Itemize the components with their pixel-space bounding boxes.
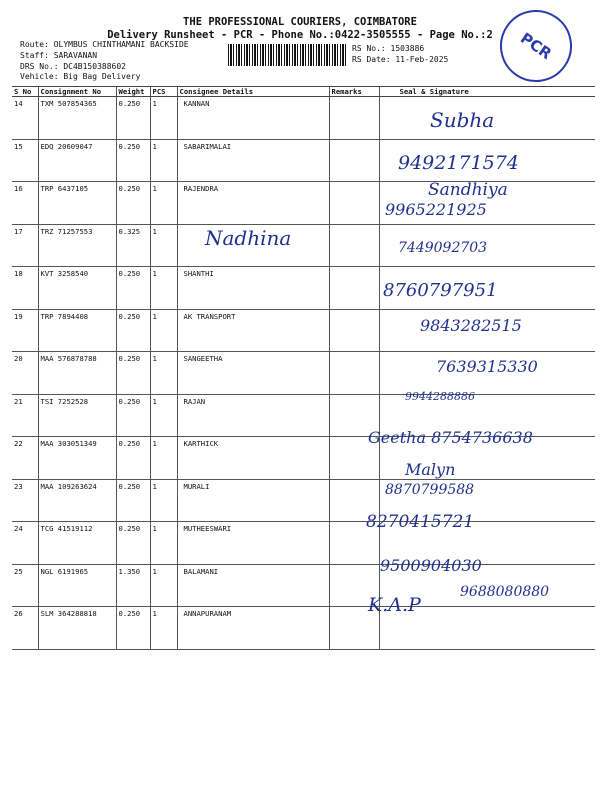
cell-sno: 25: [12, 564, 38, 607]
cell-remarks: [329, 309, 379, 352]
company-title: THE PROFESSIONAL COURIERS, COIMBATORE: [183, 16, 417, 28]
signature-23a: Malyn: [405, 460, 456, 479]
cell-pcs: 1: [150, 224, 177, 267]
table-row: [12, 607, 595, 650]
cell-pcs: 1: [150, 267, 177, 310]
cell-consignee: ANNAPURANAM: [177, 607, 329, 650]
cell-pcs: 1: [150, 437, 177, 480]
cell-pcs: 1: [150, 479, 177, 522]
cell-consignee: SANGEETHA: [177, 352, 329, 395]
cell-weight: 0.250: [116, 267, 150, 310]
col-consignee: Consignee Details: [177, 87, 329, 97]
table-row: [12, 97, 595, 140]
cell-remarks: [329, 352, 379, 395]
cell-consignee: SABARIMALAI: [177, 139, 329, 182]
barcode-image: [228, 44, 346, 66]
signature-24: 8270415721: [366, 512, 475, 532]
cell-sno: 18: [12, 267, 38, 310]
signature-23b: 8870799588: [385, 482, 475, 498]
table-header-row: [12, 87, 595, 97]
signature-21: 9944288886: [405, 390, 475, 403]
drs-label: DRS No.: DC4B150388602: [20, 62, 126, 71]
cell-consignment: KVT 3258540: [38, 267, 116, 310]
cell-sno: 14: [12, 97, 38, 140]
cell-consignee: RAJENDRA: [177, 182, 329, 225]
cell-sno: 26: [12, 607, 38, 650]
signature-16b: 9965221925: [385, 200, 487, 219]
cell-weight: 0.325: [116, 224, 150, 267]
runsheet-title: Delivery Runsheet - PCR - Phone No.:0422-3505555 - Page No.:2: [107, 29, 493, 41]
cell-weight: 1.350: [116, 564, 150, 607]
signature-18: 8760797951: [383, 280, 498, 301]
col-consignment: Consignment No: [38, 87, 116, 97]
stamp-text: PCR: [517, 29, 555, 63]
cell-pcs: 1: [150, 522, 177, 565]
cell-consignee: KANNAN: [177, 97, 329, 140]
table-row: [12, 479, 595, 522]
cell-pcs: 1: [150, 564, 177, 607]
cell-weight: 0.250: [116, 437, 150, 480]
signature-17-name: Nadhina: [205, 226, 292, 250]
cell-consignment: TXM 507854365: [38, 97, 116, 140]
cell-consignment: MAA 109263624: [38, 479, 116, 522]
cell-consignment: MAA 303051349: [38, 437, 116, 480]
cell-sno: 23: [12, 479, 38, 522]
cell-consignee: RAJAN: [177, 394, 329, 437]
cell-consignee: AK TRANSPORT: [177, 309, 329, 352]
cell-pcs: 1: [150, 394, 177, 437]
staff-label: Staff: SARAVANAN: [20, 51, 98, 60]
cell-remarks: [329, 182, 379, 225]
col-remarks: Remarks: [329, 87, 379, 97]
cell-weight: 0.250: [116, 522, 150, 565]
rs-number: RS No.: 1503886: [352, 44, 425, 53]
cell-weight: 0.250: [116, 607, 150, 650]
cell-consignment: TRP 6437105: [38, 182, 116, 225]
cell-consignment: TSI 7252528: [38, 394, 116, 437]
signature-26b: K.A.P: [368, 594, 421, 616]
signature-20: 7639315330: [436, 357, 538, 376]
cell-consignment: TCG 41519112: [38, 522, 116, 565]
cell-weight: 0.250: [116, 182, 150, 225]
cell-consignee: MURALI: [177, 479, 329, 522]
vehicle-label: Vehicle: Big Bag Delivery: [20, 72, 141, 81]
cell-consignee: BALAMANI: [177, 564, 329, 607]
signature-17: 7449092703: [398, 240, 488, 256]
signature-16a: Sandhiya: [428, 180, 508, 200]
col-signature: Seal & Signature: [379, 87, 595, 97]
cell-weight: 0.250: [116, 97, 150, 140]
cell-pcs: 1: [150, 607, 177, 650]
cell-remarks: [329, 139, 379, 182]
cell-remarks: [329, 224, 379, 267]
cell-sno: 20: [12, 352, 38, 395]
cell-weight: 0.250: [116, 352, 150, 395]
rs-date: RS Date: 11-Feb-2025: [352, 55, 449, 64]
cell-pcs: 1: [150, 309, 177, 352]
cell-consignment: SLM 364288818: [38, 607, 116, 650]
cell-remarks: [329, 97, 379, 140]
cell-pcs: 1: [150, 97, 177, 140]
cell-pcs: 1: [150, 139, 177, 182]
cell-consignee: KARTHICK: [177, 437, 329, 480]
cell-consignment: NGL 6191965: [38, 564, 116, 607]
cell-consignment: EDQ 20609047: [38, 139, 116, 182]
signature-22: Geetha 8754736638: [368, 428, 533, 447]
col-weight: Weight: [116, 87, 150, 97]
cell-sno: 22: [12, 437, 38, 480]
signature-15: 9492171574: [398, 152, 519, 174]
cell-weight: 0.250: [116, 479, 150, 522]
col-sno: S No: [12, 87, 38, 97]
cell-weight: 0.250: [116, 394, 150, 437]
cell-consignment: MAA 576878788: [38, 352, 116, 395]
cell-consignee: SHANTHI: [177, 267, 329, 310]
table-row: [12, 267, 595, 310]
signature-19: 9843282515: [420, 316, 522, 335]
cell-consignment: TRP 7894408: [38, 309, 116, 352]
cell-pcs: 1: [150, 352, 177, 395]
signature-14: Subha: [430, 108, 495, 132]
cell-sno: 21: [12, 394, 38, 437]
col-pcs: PCS: [150, 87, 177, 97]
signature-25: 9500904030: [380, 556, 482, 575]
cell-consignee: MUTHEESWARI: [177, 522, 329, 565]
cell-weight: 0.250: [116, 309, 150, 352]
cell-sno: 15: [12, 139, 38, 182]
cell-sno: 24: [12, 522, 38, 565]
cell-remarks: [329, 267, 379, 310]
route-label: Route: OLYMBUS CHINTHAMANI BACKSIDE: [20, 40, 189, 49]
cell-consignment: TRZ 71257553: [38, 224, 116, 267]
cell-sno: 16: [12, 182, 38, 225]
cell-sno: 17: [12, 224, 38, 267]
table-row: [12, 224, 595, 267]
cell-sno: 19: [12, 309, 38, 352]
cell-weight: 0.250: [116, 139, 150, 182]
pcr-stamp: [486, 0, 586, 96]
cell-pcs: 1: [150, 182, 177, 225]
table-row: [12, 522, 595, 565]
signature-26a: 9688080880: [460, 584, 550, 600]
